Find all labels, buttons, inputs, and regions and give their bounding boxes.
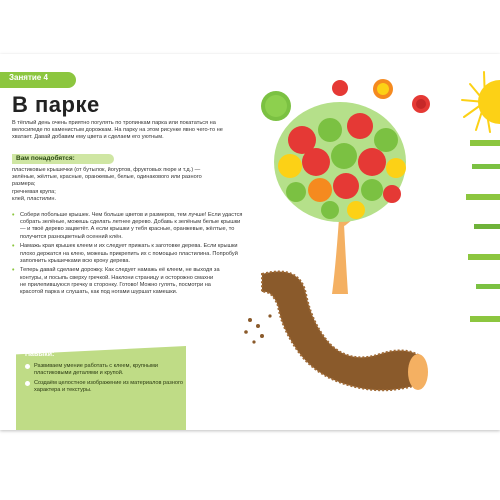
material-item: гречневая крупа; <box>12 188 56 195</box>
skills-title: Навыки: <box>25 351 55 358</box>
sun-icon <box>462 72 500 132</box>
instruction-step-text: Намажь края крышек клеем и их следует прижать к заготовке дерева. Если крышки плохо держатся на клею, можешь прикрепить их с помощью пластилина. Попробуй заполнить крышечками всю крону дерева. <box>20 243 238 264</box>
materials-title: Вам понадобятся: <box>16 155 75 162</box>
page-title: В парке <box>12 92 100 117</box>
bullet-icon: • <box>12 243 15 251</box>
lesson-label: Занятие 4 <box>9 73 48 82</box>
material-item: клей, пластилин. <box>12 195 57 202</box>
instruction-step-text: Теперь давай сделаем дорожку. Как следует намажь её клеем, не выходя за контуры, и посыпь сверху гречкой. Наклони страницу и осторожно смахни не прилепившуюся гречку в сторонку. Готово! Можно гулять, посмотри на красотой парка и слушать, как под ногами шуршат камешки. <box>20 267 220 296</box>
bullet-icon: • <box>12 267 15 275</box>
tree-illustration <box>274 102 406 294</box>
skill-item-text: Развиваем умение работать с клеем, крупными пластиковыми деталями и крупой. <box>34 363 158 376</box>
book-page <box>0 54 500 430</box>
material-item: пластиковые крышечки (от бутылок, йогуртов, фруктовых пюре и т.д.) — зелёные, жёлтые, красные, оранжевые, белые, одинакового или разного размера; <box>12 167 202 188</box>
instruction-step-text: Собери побольше крышек. Чем больше цветов и размеров, тем лучше! Если удастся собрать зелёные, можешь сделать летнее дерево. Добавь к зелёным белые крышки — и твоё дерево зацветёт. А если крышки у тебя красные, оранжевые, жёлтые, то получится разноцветный осенний клён. <box>20 212 243 240</box>
illustration-layer <box>0 54 500 430</box>
grass-illustration <box>466 140 500 322</box>
intro-paragraph: В тёплый день очень приятно погулять по тропинкам парка или покататься на велосипеде по каменистым дорожкам. На парку на этом рисунке явно чего-то не хватает. Давай добавим ему цвета и сделаем его уютным. <box>12 120 223 141</box>
skill-item-text: Создаём целостное изображение из материалов разного характера и текстуры. <box>34 380 183 393</box>
bullet-icon: • <box>12 212 15 219</box>
